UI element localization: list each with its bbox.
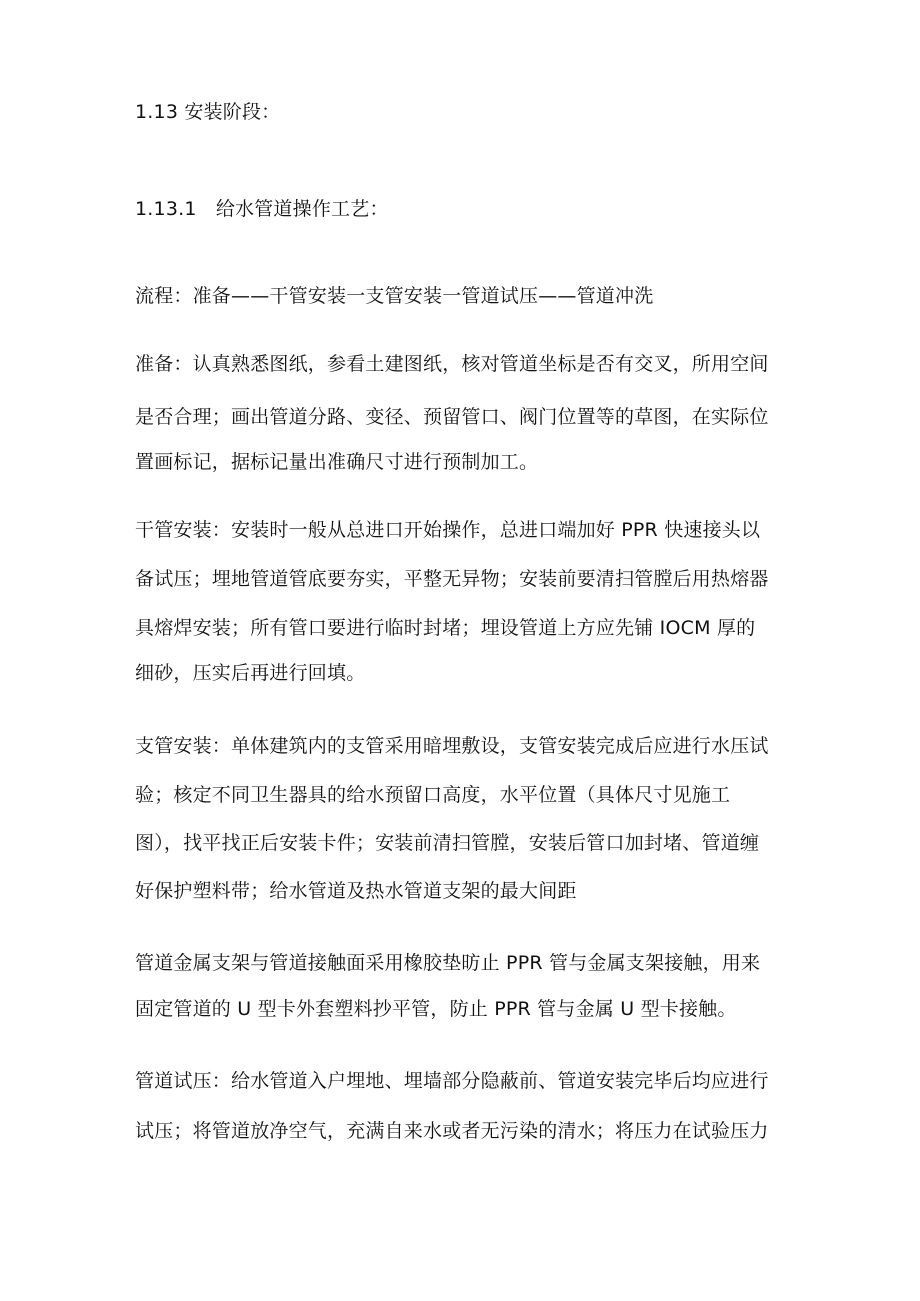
text-line: 固定管道的 U 型卡外套塑料抄平管，防止 PPR 管与金属 U 型卡接触。	[135, 998, 737, 1020]
text-line: 备试压；埋地管道管底要夯实，平整无异物；安装前要清扫管膛后用热熔器	[135, 568, 769, 590]
text-line: 干管安装：安装时一般从总进口开始操作，总进口端加好 PPR 快速接头以	[135, 519, 761, 541]
text-line: 具熔焊安装；所有管口要进行临时封堵；埋设管道上方应先铺 IOCM 厚的	[135, 617, 756, 639]
section-heading: 1.13 安装阶段：	[135, 101, 281, 123]
text-line: 支管安装：单体建筑内的支管采用暗埋敷设，支管安装完成后应进行水压试	[135, 735, 769, 757]
text-line: 是否合理；画出管道分路、变径、预留管口、阀门位置等的草图，在实际位	[135, 406, 769, 428]
process-flow-line: 流程：准备——干管安装一支管安装一管道试压——管道冲洗	[135, 285, 654, 307]
text-line: 管道试压：给水管道入户埋地、埋墙部分隐蔽前、管道安装完毕后均应进行	[135, 1070, 769, 1092]
text-line: 图），找平找正后安装卡件；安装前清扫管膛，安装后管口加封堵、管道缠	[135, 832, 760, 854]
text-line: 管道金属支架与管道接触面采用橡胶垫昉止 PPR 管与金属支架接触，用来	[135, 952, 761, 974]
text-line: 置画标记，据标记量出准确尺寸进行预制加工。	[135, 451, 539, 473]
subsection-heading: 1.13.1 给水管道操作工艺：	[135, 198, 389, 220]
text-line: 验；核定不同卫生器具的给水预留口高度，水平位置（具体尺寸见施工	[135, 784, 731, 806]
text-line: 细砂，压实后再进行回填。	[135, 662, 366, 684]
text-line: 好保护塑料带；给水管道及热水管道支架的最大间距	[135, 880, 577, 902]
text-line: 试压；将管道放净空气，充满自来水或者无污染的清水；将压力在试验压力	[135, 1120, 769, 1142]
text-line: 准备：认真熟悉图纸，参看土建图纸，核对管道坐标是否有交叉，所用空间	[135, 353, 769, 375]
